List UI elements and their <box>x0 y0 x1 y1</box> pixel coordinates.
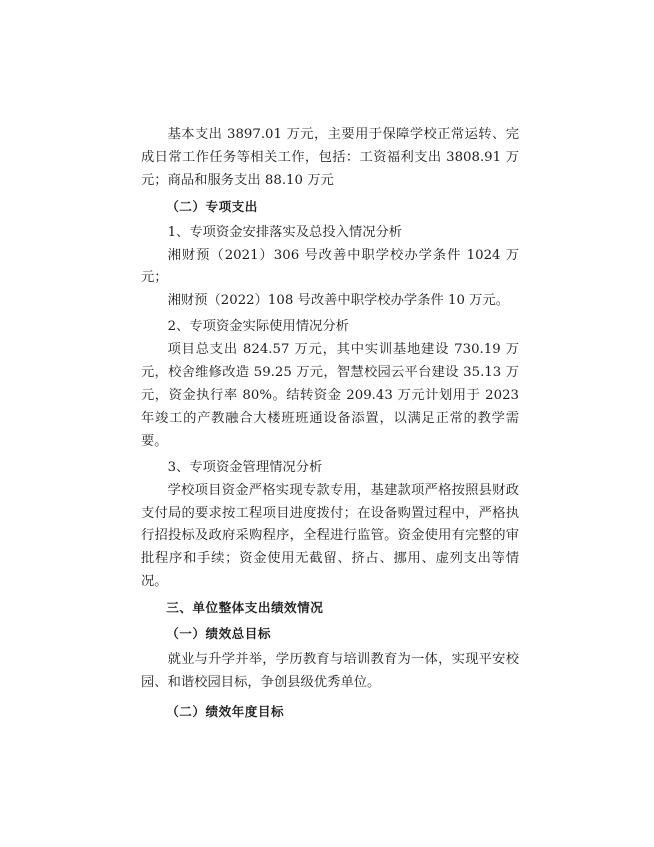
performance-total-goal-paragraph: 就业与升学并举，学历教育与培训教育为一体，实现平安校园、和谐校园目标，争创县级优秀单位。 <box>141 651 519 690</box>
special-funds-item-2022: 湘财预（2022）108 号改善中职学校办学条件 10 万元。 <box>167 293 510 309</box>
special-funds-management-paragraph: 学校项目资金严格实现专款专用，基建款项严格按照县财政支付局的要求按工程项目进度拨付；在设备购置过程中，严格执行招投标及政府采购程序，全程进行监管。资金使用有完整的审批程序和手续；资金使用无截留、挤占、挪用、虚列支出等情况。 <box>141 482 519 590</box>
special-expenditure-heading: （二）专项支出 <box>166 198 258 214</box>
basic-expenditure-paragraph: 基本支出 3897.01 万元，主要用于保障学校正常运转、完成日常工作任务等相关工作，包括：工资福利支出 3808.91 万元；商品和服务支出 88.10 万元 <box>141 127 519 188</box>
performance-annual-goal-heading: （二）绩效年度目标 <box>166 703 285 719</box>
document-body <box>141 124 519 724</box>
performance-total-goal-heading: （一）绩效总目标 <box>166 626 271 642</box>
section-three-heading: 三、单位整体支出绩效情况 <box>166 600 324 616</box>
special-funds-item-2021: 湘财预（2021）306 号改善中职学校办学条件 1024 万元； <box>141 247 519 286</box>
special-funds-usage-paragraph: 项目总支出 824.57 万元，其中实训基地建设 730.19 万元，校舍维修改造 59.25 万元，智慧校园云平台建设 35.13 万元，资金执行率 80%。结转资金 209.43 万元计划用于 2023 年竣工的产教融合大楼班班通设备添置，以满足正常的教学需要。 <box>141 342 519 449</box>
special-funds-allocation-heading: 1、专项资金安排落实及总投入情况分析 <box>167 224 403 240</box>
special-funds-usage-heading: 2、专项资金实际使用情况分析 <box>167 319 349 335</box>
special-funds-management-heading: 3、专项资金管理情况分析 <box>167 459 323 475</box>
